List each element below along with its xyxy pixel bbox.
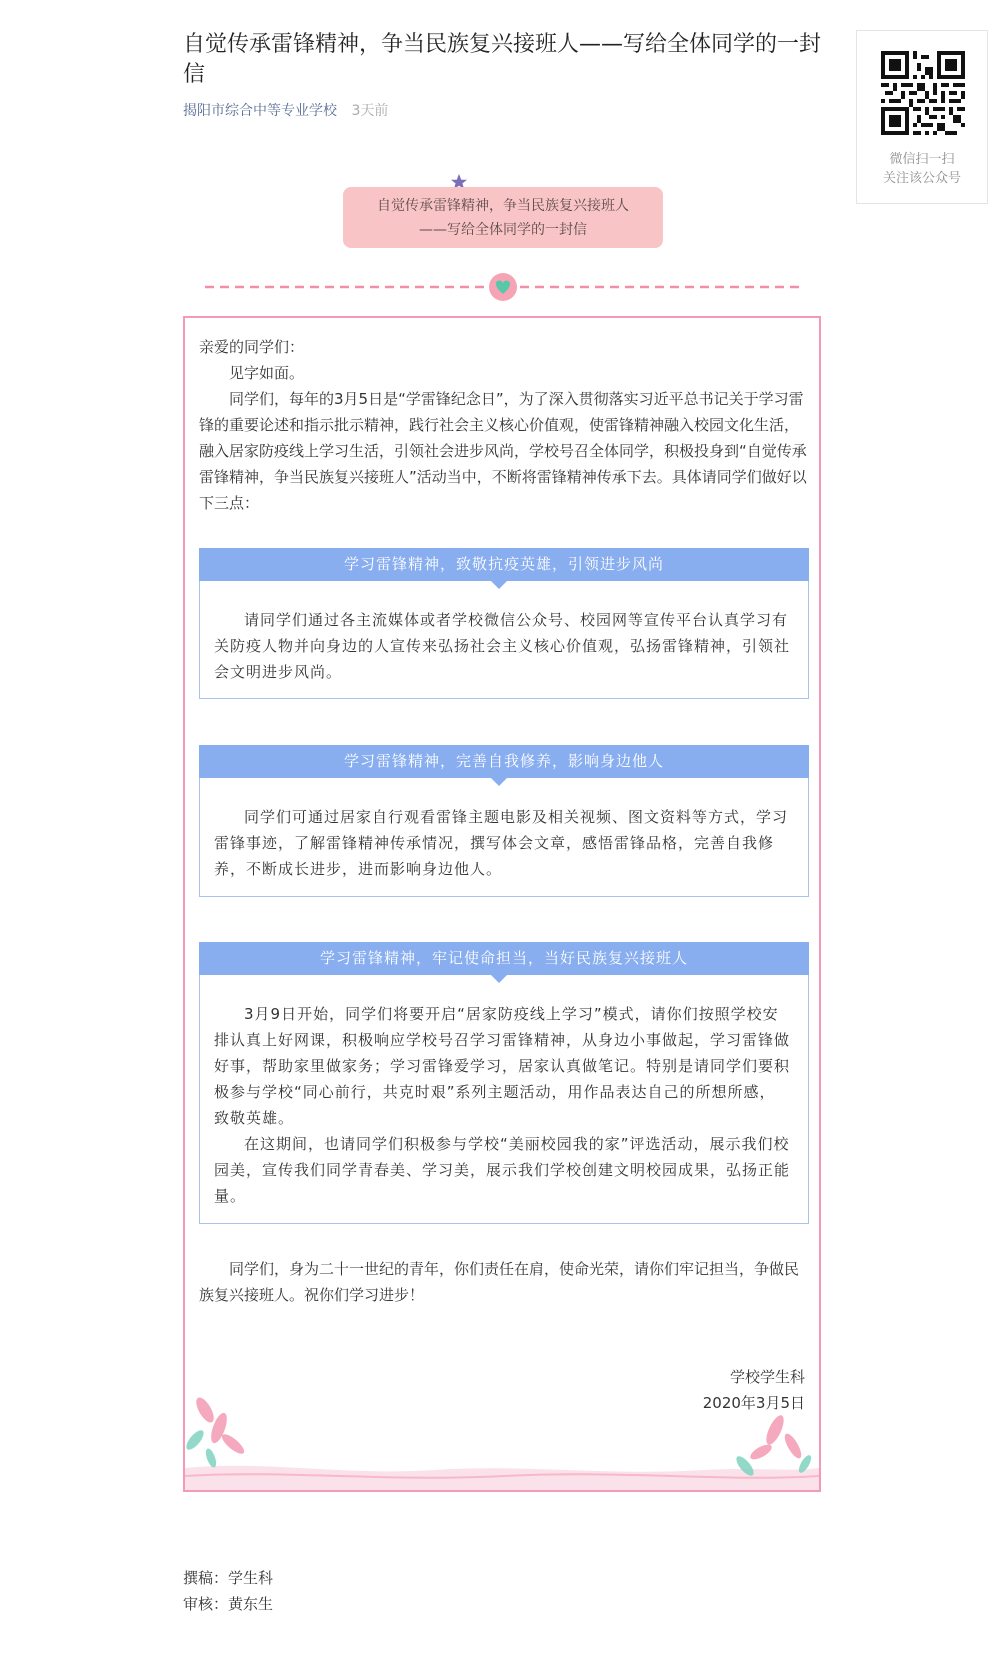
banner-title — [343, 187, 663, 248]
floral-decoration — [185, 1380, 819, 1490]
section-paragraph: 请同学们通过各主流媒体或者学校微信公众号、校园网等宣传平台认真学习有关防疫人物并向身边的人宣传来弘扬社会主义核心价值观，弘扬雷锋精神，引领社会文明进步风尚。 — [214, 611, 791, 681]
source-link[interactable]: 揭阳市综合中等专业学校 — [183, 103, 337, 119]
credit-writer: 撰稿：学生科 — [183, 1569, 274, 1587]
section-heading: 学习雷锋精神，致敬抗疫英雄，引领进步风尚 — [199, 548, 809, 581]
section-pointer — [491, 778, 507, 786]
publish-time: 3天前 — [351, 103, 389, 119]
sign-date: 2020年3月5日 — [702, 1394, 805, 1412]
section-pointer — [491, 975, 507, 983]
salutation: 亲爱的同学们： — [199, 338, 305, 356]
qr-caption-follow: 关注该公众号 — [882, 171, 961, 186]
banner-line1: 自觉传承雷锋精神，争当民族复兴接班人 — [377, 198, 629, 214]
section-heading: 学习雷锋精神，完善自我修养，影响身边他人 — [199, 745, 809, 778]
section-body — [214, 607, 790, 685]
letter-frame — [183, 316, 821, 1492]
qr-caption-scan: 微信扫一扫 — [889, 152, 955, 167]
banner-line2: ——写给全体同学的一封信 — [419, 222, 587, 238]
section-body — [214, 804, 790, 882]
intro-paragraph: 同学们，每年的3月5日是“学雷锋纪念日”，为了深入贯彻落实习近平总书记关于学习雷锋的重要论述和指示批示精神，践行社会主义核心价值观，使雷锋精神融入校园文化生活，融入居家防疫线上学习生活，引领社会进步风尚，学校号召全体同学，积极投身到“自觉传承雷锋精神，争当民族复兴接班人”活动当中，不断将雷锋精神传承下去。具体请同学们做好以下三点： — [199, 390, 807, 512]
heart-divider — [205, 272, 800, 302]
credit-reviewer: 审核：黄东生 — [183, 1595, 274, 1613]
article-title: 自觉传承雷锋精神，争当民族复兴接班人——写给全体同学的一封信 — [183, 32, 822, 87]
section-body — [214, 1001, 790, 1209]
article-meta — [183, 100, 388, 120]
section-paragraph: 同学们可通过居家自行观看雷锋主题电影及相关视频、图文资料等方式，学习雷锋事迹，了解雷锋精神传承情况，撰写体会文章，感悟雷锋品格，完善自我修养，不断成长进步，进而影响身边他人。 — [214, 808, 789, 878]
qr-code-icon — [881, 51, 965, 135]
section-paragraph: 3月9日开始，同学们将要开启“居家防疫线上学习”模式，请你们按照学校安排认真上好网课，积极响应学校号召学习雷锋精神，从身边小事做起，学习雷锋做好事，帮助家里做家务；学习雷锋爱学习，居家认真做笔记。特别是请同学们要积极参与学校“同心前行，共克时艰”系列主题活动，用作品表达自己的所想所感，致敬英雄。 — [214, 1005, 791, 1127]
section-heading: 学习雷锋精神，牢记使命担当，当好民族复兴接班人 — [199, 942, 809, 975]
qr-panel — [856, 30, 988, 204]
section-paragraph: 在这期间，也请同学们积极参与学校“美丽校园我的家”评选活动，展示我们校园美，宣传我们同学青春美、学习美，展示我们学校创建文明校园成果，弘扬正能量。 — [214, 1135, 791, 1205]
signer: 学校学生科 — [729, 1368, 805, 1386]
closing-paragraph: 同学们，身为二十一世纪的青年，你们责任在肩，使命光荣，请你们牢记担当，争做民族复兴接班人。祝你们学习进步！ — [199, 1260, 800, 1304]
section-pointer — [491, 581, 507, 589]
greeting: 见字如面。 — [229, 364, 305, 382]
section-2 — [199, 745, 809, 897]
section-1 — [199, 548, 809, 699]
section-3 — [199, 942, 809, 1224]
